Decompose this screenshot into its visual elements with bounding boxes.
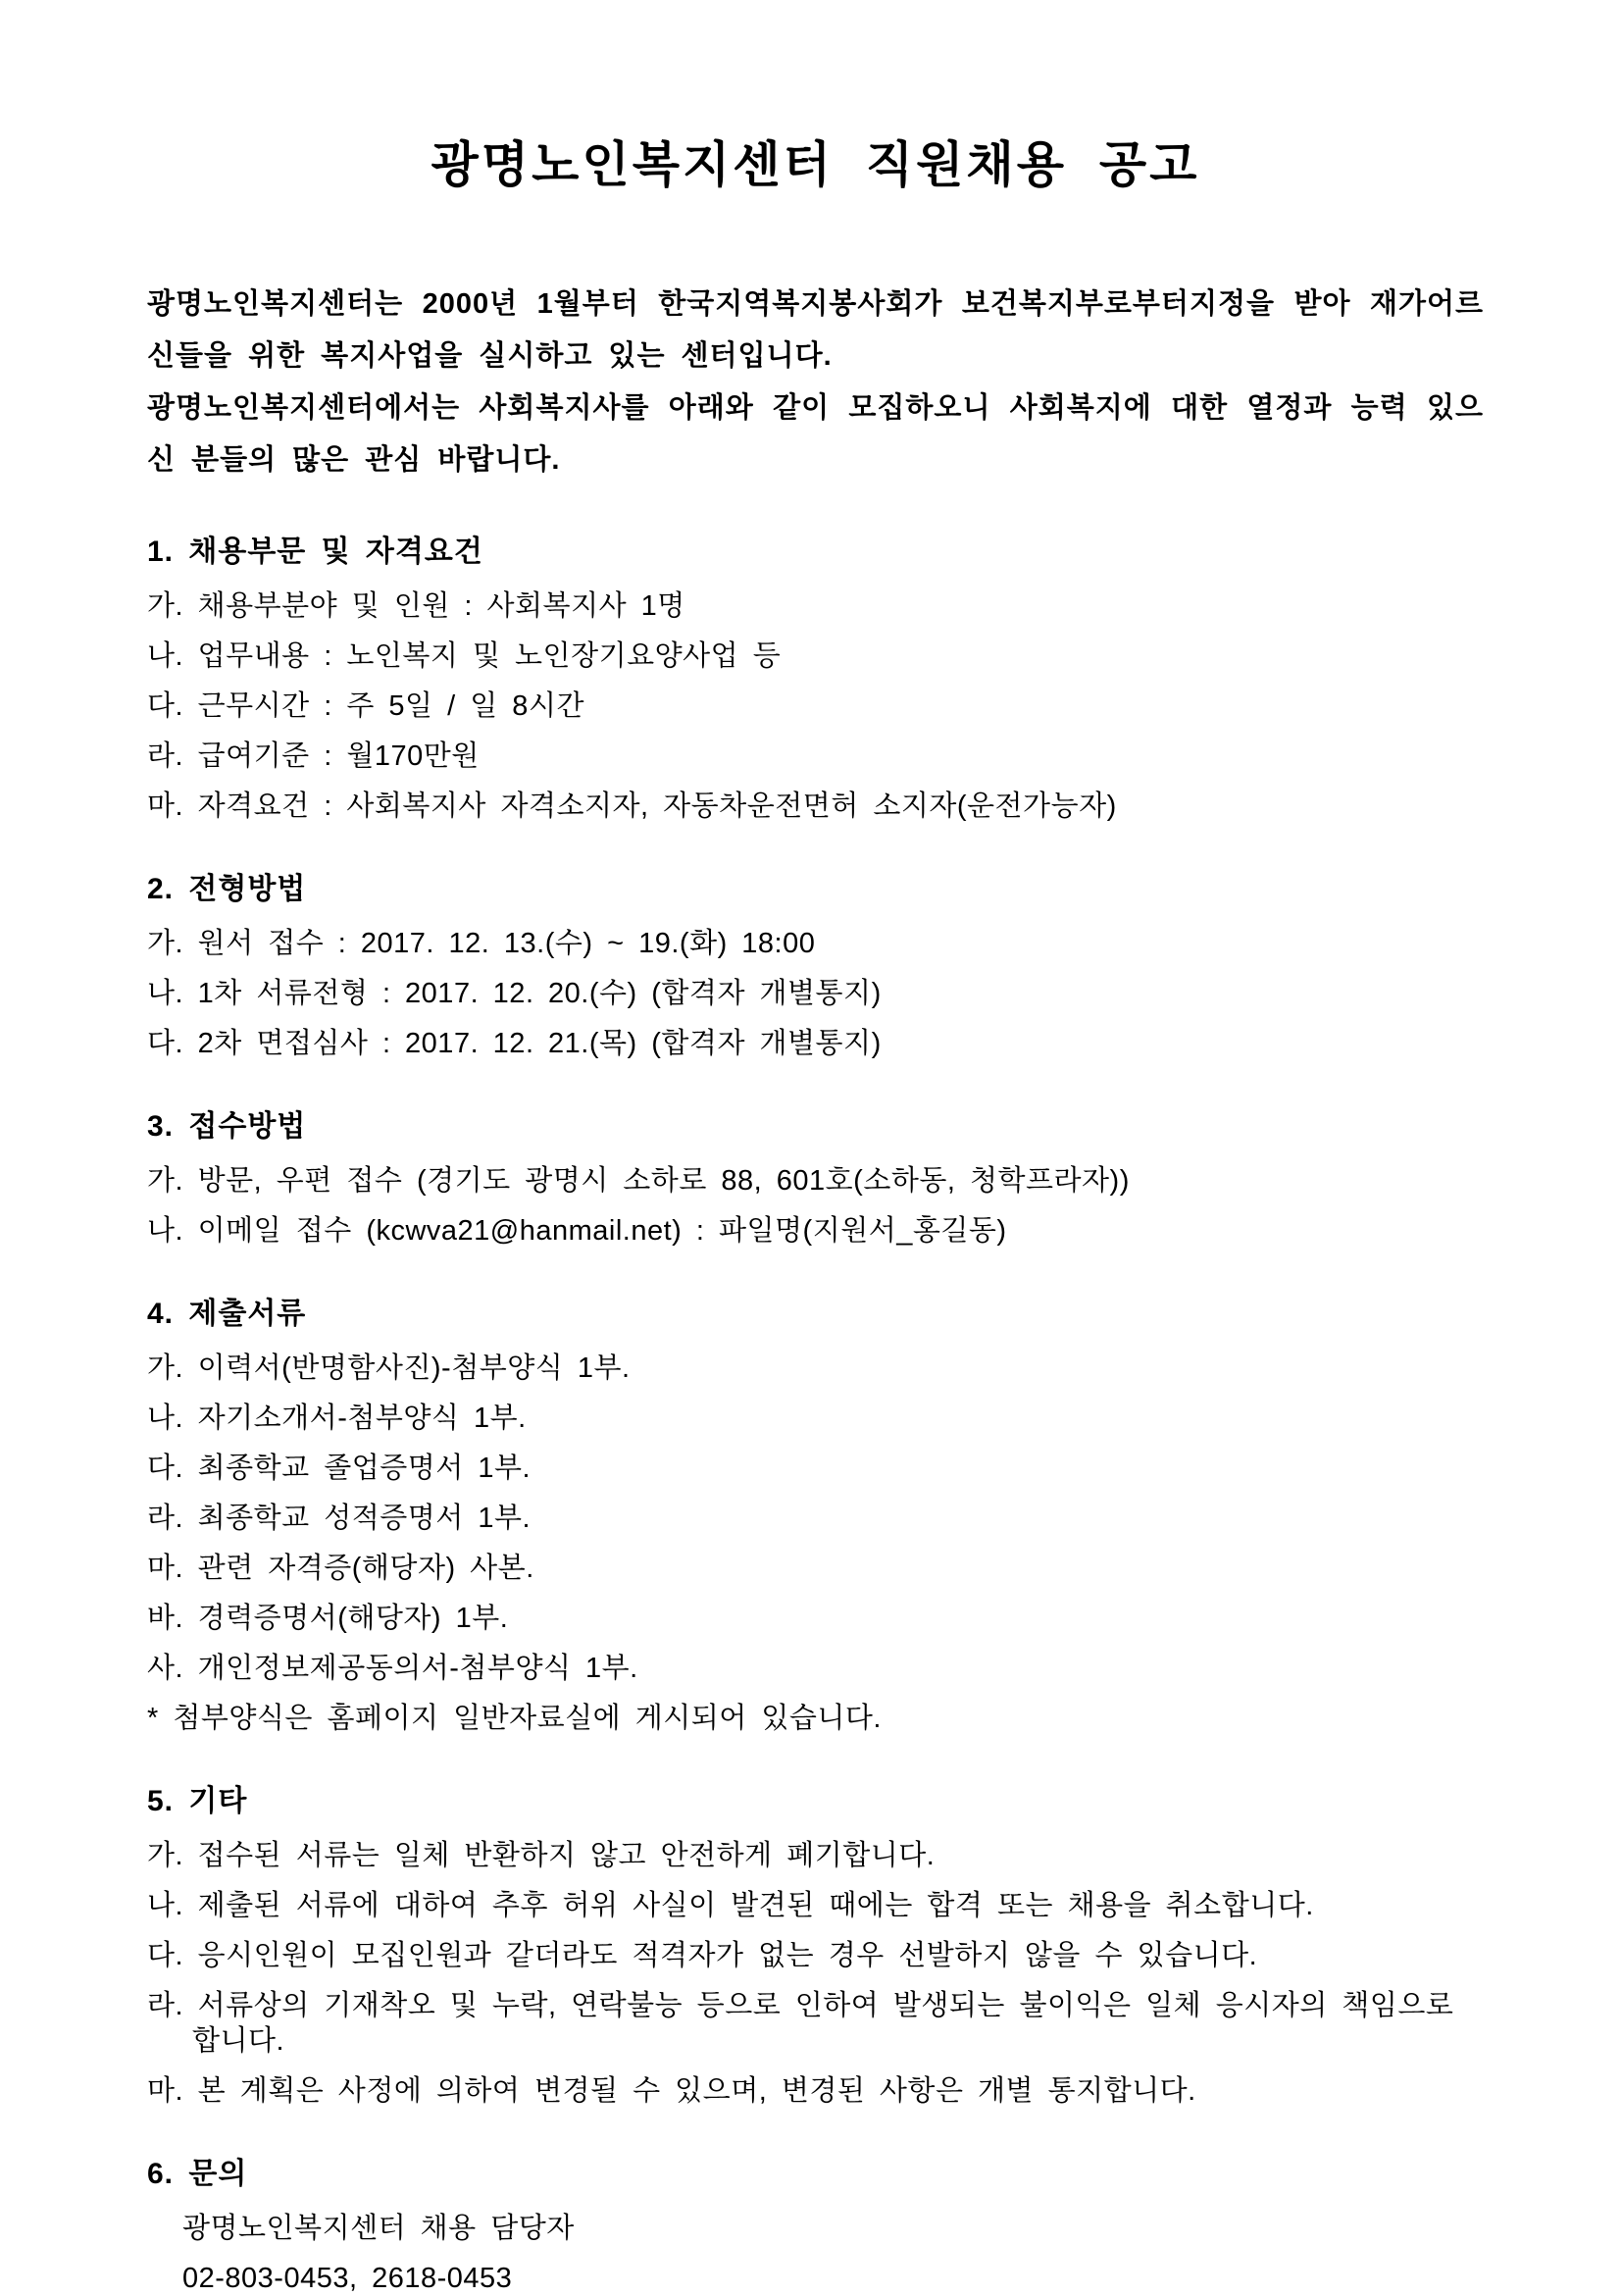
list-item: 마. 본 계획은 사정에 의하여 변경될 수 있으며, 변경된 사항은 개별 통지합니다. bbox=[147, 2075, 1196, 2107]
list-item: 나. 제출된 서류에 대하여 추후 허위 사실이 발견된 때에는 합격 또는 채용을 취소합니다. bbox=[147, 1890, 1314, 1921]
list-item: 가. 원서 접수 : 2017. 12. 13.(수) ~ 19.(화) 18:00 bbox=[147, 928, 816, 959]
list-item: 다. 응시인원이 모집인원과 같더라도 적격자가 없는 경우 선발하지 않을 수 있습니다. bbox=[147, 1940, 1258, 1971]
list-item: 다. 최종학교 졸업증명서 1부. bbox=[147, 1453, 532, 1484]
list-item: 가. 이력서(반명함사진)-첨부양식 1부. bbox=[147, 1352, 631, 1384]
section-heading: 3. 접수방법 bbox=[147, 1110, 307, 1143]
section-heading: 4. 제출서류 bbox=[147, 1298, 307, 1330]
list-item: 마. 자격요건 : 사회복지사 자격소지자, 자동차운전면허 소지자(운전가능자) bbox=[147, 791, 1117, 822]
list-item: 나. 이메일 접수 (kcwva21@hanmail.net) : 파일명(지원서_홍길동) bbox=[147, 1215, 1007, 1247]
list-item: 가. 접수된 서류는 일체 반환하지 않고 안전하게 폐기합니다. bbox=[147, 1840, 936, 1871]
section-heading: 6. 문의 bbox=[147, 2158, 248, 2190]
list-item: 다. 근무시간 : 주 5일 / 일 8시간 bbox=[147, 690, 584, 722]
page-title: 광명노인복지센터 직원채용 공고 bbox=[431, 137, 1200, 192]
section-heading: 1. 채용부문 및 자격요건 bbox=[147, 536, 483, 568]
list-item: 라. 최종학교 성적증명서 1부. bbox=[147, 1503, 532, 1534]
list-item: 바. 경력증명서(해당자) 1부. bbox=[147, 1603, 509, 1634]
section-heading: 2. 전형방법 bbox=[147, 873, 307, 905]
list-item: 라. 서류상의 기재착오 및 누락, 연락불능 등으로 인하여 발생되는 불이익은 일체 응시자의 책임으로 합니다. bbox=[147, 1990, 1454, 2057]
contact-phone-numbers: 02-803-0453, 2618-0453 bbox=[182, 2263, 513, 2294]
list-item: 나. 업무내용 : 노인복지 및 노인장기요양사업 등 bbox=[147, 640, 782, 672]
section-application-method bbox=[147, 1110, 1484, 1249]
section-miscellaneous bbox=[147, 1785, 1484, 2109]
section-heading: 5. 기타 bbox=[147, 1785, 248, 1817]
list-item: 가. 채용부분야 및 인원 : 사회복지사 1명 bbox=[147, 590, 685, 622]
attachment-note: * 첨부양식은 홈페이지 일반자료실에 게시되어 있습니다. bbox=[147, 1703, 882, 1734]
section-required-documents bbox=[147, 1298, 1484, 1736]
list-item: 나. 1차 서류전형 : 2017. 12. 20.(수) (합격자 개별통지) bbox=[147, 978, 882, 1009]
list-item: 라. 급여기준 : 월170만원 bbox=[147, 740, 480, 772]
list-item: 사. 개인정보제공동의서-첨부양식 1부. bbox=[147, 1653, 638, 1684]
section-selection-process bbox=[147, 873, 1484, 1061]
section-recruitment-qualifications bbox=[147, 536, 1484, 824]
list-item: 나. 자기소개서-첨부양식 1부. bbox=[147, 1403, 527, 1434]
section-contact bbox=[147, 2158, 1484, 2296]
contact-person-line: 광명노인복지센터 채용 담당자 bbox=[182, 2213, 575, 2244]
list-item: 다. 2차 면접심사 : 2017. 12. 21.(목) (합격자 개별통지) bbox=[147, 1028, 882, 1059]
list-item: 마. 관련 자격증(해당자) 사본. bbox=[147, 1553, 534, 1584]
list-item: 가. 방문, 우편 접수 (경기도 광명시 소하로 88, 601호(소하동, 청학프라자)) bbox=[147, 1165, 1130, 1197]
intro-paragraph-2: 광명노인복지센터에서는 사회복지사를 아래와 같이 모집하오니 사회복지에 대한 열정과 능력 있으신 분들의 많은 관심 바랍니다. bbox=[147, 392, 1484, 476]
intro-paragraph-1: 광명노인복지센터는 2000년 1월부터 한국지역복지봉사회가 보건복지부로부터지정을 받아 재가어르신들을 위한 복지사업을 실시하고 있는 센터입니다. bbox=[147, 288, 1484, 372]
